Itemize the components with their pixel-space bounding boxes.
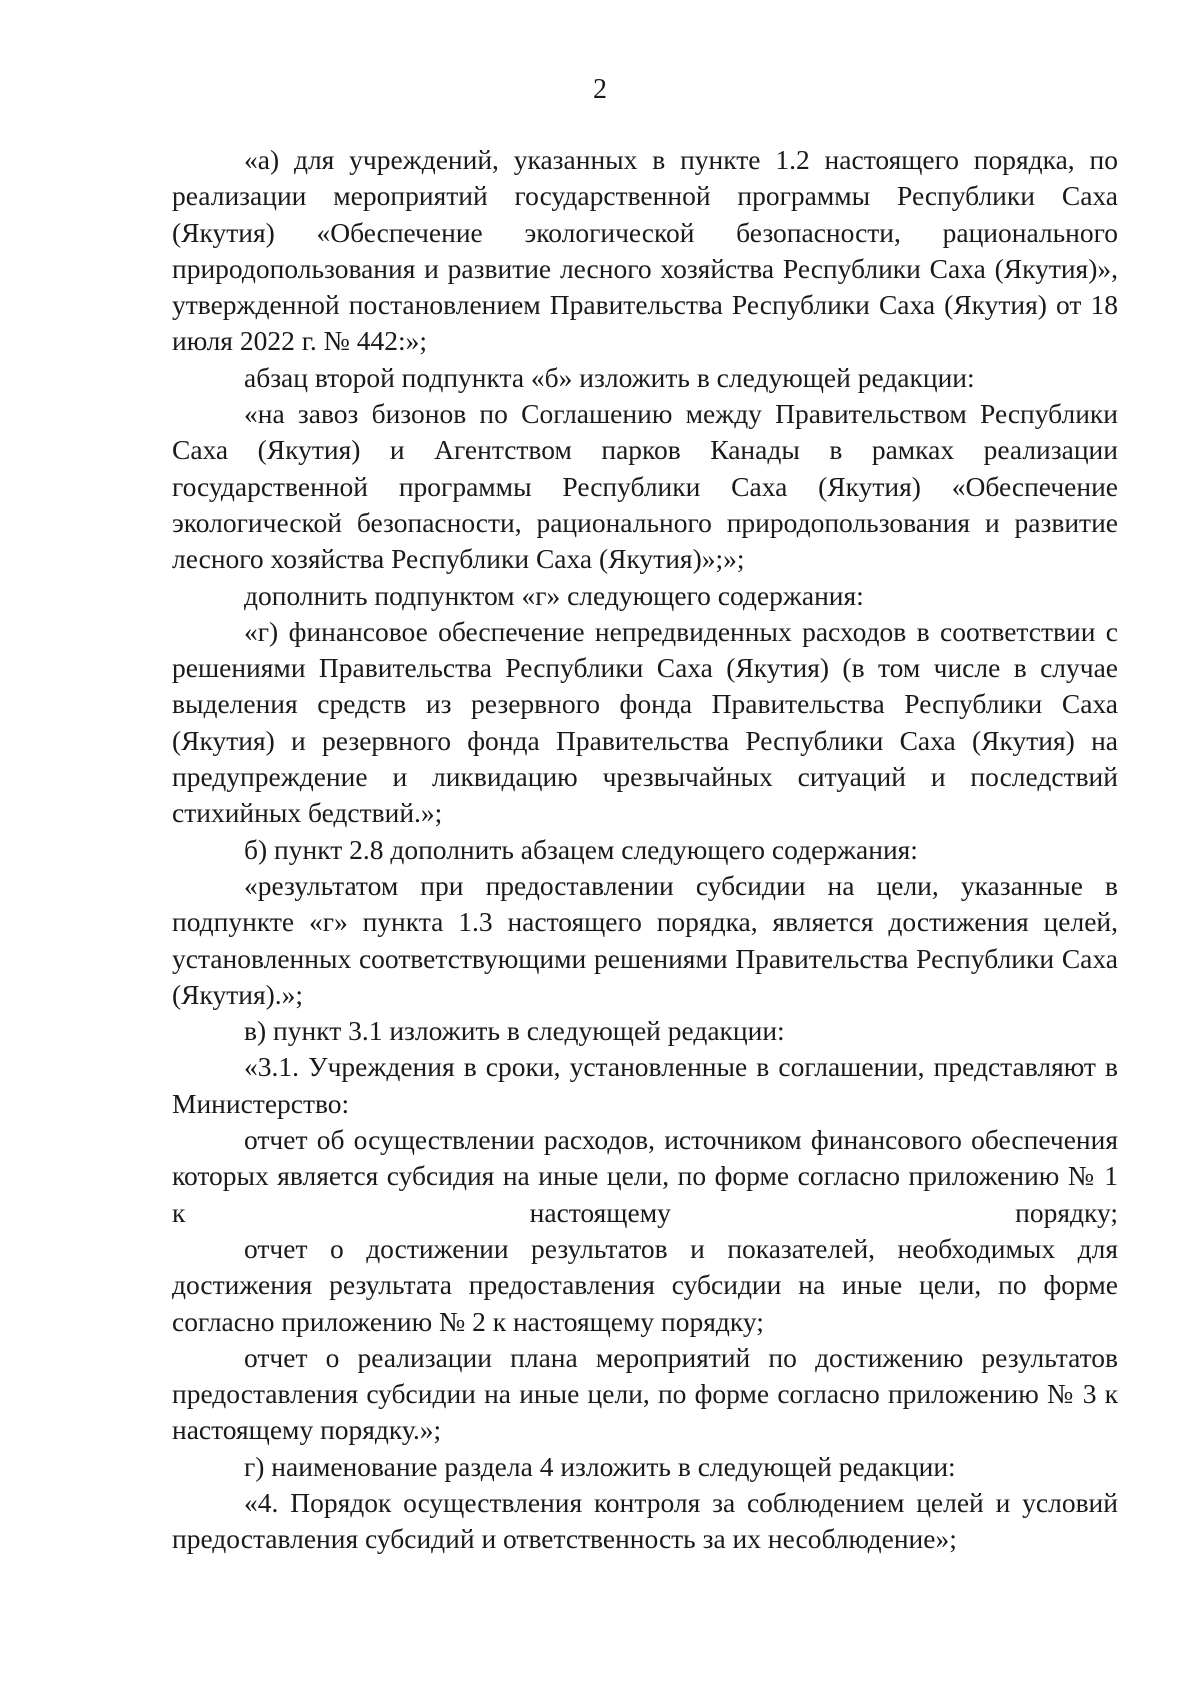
paragraph-instruction-add-g: дополнить подпунктом «г» следующего содержания: [244, 579, 864, 611]
paragraph-report-expenses: отчет об осуществлении расходов, источником финансового обеспечения которых является субсидия на иные цели, по форме согласно приложению № 1 к настоящему порядку; [172, 1124, 1118, 1228]
paragraph-section-4-title: «4. Порядок осуществления контроля за соблюдением целей и условий предоставления субсидий и ответственность за их несоблюдение»; [172, 1486, 1118, 1555]
paragraph-report-results: отчет о достижении результатов и показателей, необходимых для достижения результата предоставления субсидии на иные цели, по форме согласно приложению № 2 к настоящему порядку; [172, 1232, 1118, 1337]
paragraph-instruction-b-second: абзац второй подпункта «б» изложить в следующей редакции: [244, 361, 975, 393]
paragraph-subpoint-g: «г) финансовое обеспечение непредвиденных расходов в соответствии с решениями Правительства Республики Саха (Якутия) (в том числе в случае выделения средств из резервного фонда Правительства Республики Саха (Якутия) и резервного фонда Правительства Республики Саха (Якутия) на предупреждение и ликвидацию чрезвычайных ситуаций и последствий стихийных бедствий.»; [172, 615, 1118, 829]
document-body [172, 142, 1118, 1558]
paragraph-subpoint-a: «а) для учреждений, указанных в пункте 1.2 настоящего порядка, по реализации мероприятий государственной программы Республики Саха (Якутия) «Обеспечение экологической безопасности, рационального природопользования и развитие лесного хозяйства Республики Саха (Якутия)», утвержденной постановлением Правительства Республики Саха (Якутия) от 18 июля 2022 г. № 442:»; [172, 144, 1118, 357]
paragraph-result-subsidy: «результатом при предоставлении субсидии на цели, указанные в подпункте «г» пункта 1.3 настоящего порядка, является достижения целей, установленных соответствующими решениями Правительства Республики Саха (Якутия).»; [172, 869, 1118, 1010]
paragraph-3-1-institutions: «3.1. Учреждения в сроки, установленные в соглашении, представляют в Министерство: [172, 1051, 1118, 1119]
paragraph-bison-import: «на завоз бизонов по Соглашению между Правительством Республики Саха (Якутия) и Агентством парков Канады в рамках реализации государственной программы Республики Саха (Якутия) «Обеспечение экологической безопасности, рационального природопользования и развитие лесного хозяйства Республики Саха (Якутия)»;»; [172, 398, 1118, 575]
paragraph-item-g-section-4: г) наименование раздела 4 изложить в следующей редакции: [244, 1450, 956, 1482]
paragraph-item-v-3-1: в) пункт 3.1 изложить в следующей редакции: [244, 1015, 785, 1047]
page-number: 2 [593, 74, 607, 105]
paragraph-item-b-2-8: б) пункт 2.8 дополнить абзацем следующего содержания: [244, 833, 918, 865]
paragraph-report-plan: отчет о реализации плана мероприятий по достижению результатов предоставления субсидии на иные цели, по форме согласно приложению № 3 к настоящему порядку.»; [172, 1341, 1118, 1446]
